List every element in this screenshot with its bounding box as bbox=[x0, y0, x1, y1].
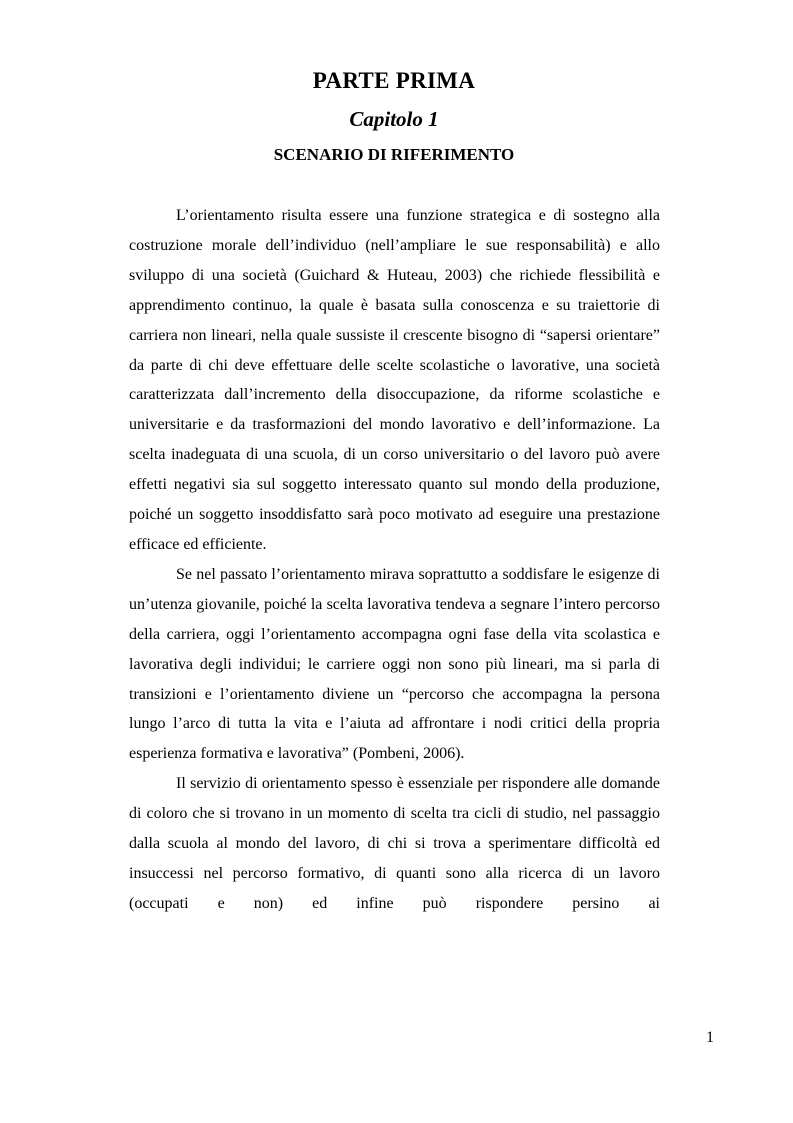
section-title: SCENARIO DI RIFERIMENTO bbox=[273, 145, 515, 164]
page-number: 1 bbox=[706, 1029, 714, 1046]
paragraph-1: L’orientamento risulta essere una funzione strategica e di sostegno alla costruzione morale dell’individuo (nell’ampliare le sue responsabilità) e allo sviluppo di una società (Guichard & Huteau, 2003) che richiede flessibilità e apprendimento continuo, la quale è basata sulla conoscenza e su traiettorie di carriera non lineari, nella quale sussiste il crescente bisogno di “sapersi orientare” da parte di chi deve effettuare delle scelte scolastiche o lavorative, una società caratterizzata dall’incremento della disoccupazione, da riforme scolastiche e universitarie e da trasformazioni del mondo lavorativo e dell’informazione. La scelta inadeguata di una scuola, di un corso universitario o del lavoro può avere effetti negativi sia sul soggetto interessato quanto sul mondo della produzione, poiché un soggetto insoddisfatto sarà poco motivato ad eseguire una prestazione efficace ed efficiente. bbox=[129, 207, 660, 553]
chapter-title: Capitolo 1 bbox=[349, 107, 439, 131]
paragraph-3: Il servizio di orientamento spesso è essenziale per rispondere alle domande di coloro che si trovano in un momento di scelta tra cicli di studio, nel passaggio dalla scuola al mondo del lavoro, di chi si trova a sperimentare difficoltà ed insuccessi nel percorso formativo, di quanti sono alla ricerca di un lavoro (occupati e non) ed infine può rispondere persino ai bbox=[129, 775, 660, 912]
body-text bbox=[129, 201, 660, 919]
paragraph-2: Se nel passato l’orientamento mirava soprattutto a soddisfare le esigenze di un’utenza giovanile, poiché la scelta lavorativa tendeva a segnare l’intero percorso della carriera, oggi l’orientamento accompagna ogni fase della vita scolastica e lavorativa degli individui; le carriere oggi non sono più lineari, ma si parla di transizioni e l’orientamento diviene un “percorso che accompagna la persona lungo l’arco di tutta la vita e l’aiuta ad affrontare i nodi critici della propria esperienza formativa e lavorativa” (Pombeni, 2006). bbox=[129, 565, 660, 763]
part-title: PARTE PRIMA bbox=[312, 68, 476, 93]
